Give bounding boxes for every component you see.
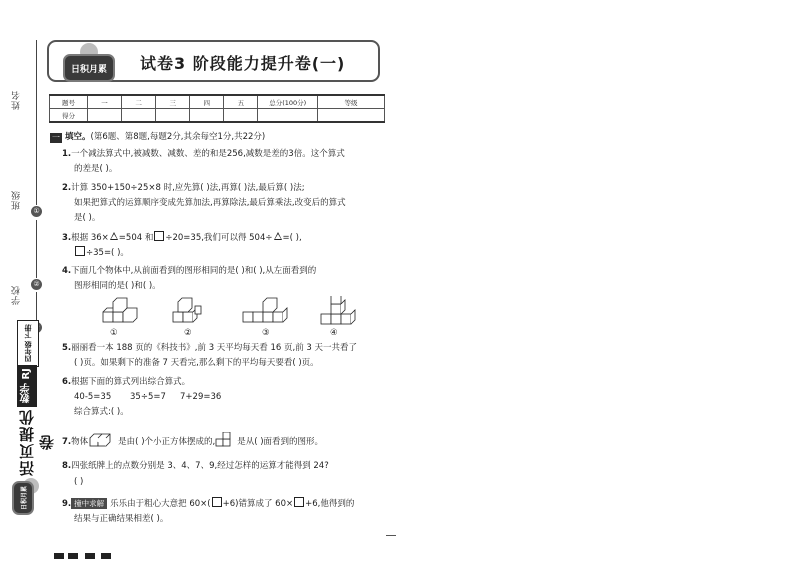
cube-figure-3 [243, 298, 287, 322]
page-title: 试卷3 阶段能力提升卷(一) [140, 54, 346, 73]
question-9 [62, 497, 354, 510]
question-text: 丽丽看一本 188 页的《科技书》,前 3 天平均每天看 16 页,前 3 天一共看了 [71, 343, 358, 353]
cube-object-icon [88, 432, 118, 448]
question-number: 1. [62, 149, 72, 159]
triangle-icon [110, 232, 118, 240]
question-number: 6. [62, 377, 72, 387]
question-text: 下面几个物体中,从前面看到的图形相同的是( )和( ),从左面看到的 [71, 266, 317, 276]
name-label: 姓名 [12, 90, 22, 110]
score-input-cell[interactable] [317, 109, 384, 123]
header-logo: 日积月累 [63, 54, 115, 82]
formula-1: 40-5=35 [74, 392, 112, 402]
table-cell: 二 [122, 95, 156, 109]
question-text: 是从( )面看到的图形。 [237, 437, 324, 447]
question-text: ÷35=( )。 [86, 248, 129, 258]
footer-dash-4 [101, 553, 111, 559]
formula-2: 35÷5=7 [130, 392, 166, 402]
spine-logo: 日积月累 [12, 481, 34, 515]
footer-dash-3 [85, 553, 95, 559]
table-row [50, 95, 385, 109]
table-cell: 五 [224, 95, 258, 109]
question-7 [62, 432, 323, 448]
score-table [49, 94, 385, 123]
question-8-line-2: ( ) [74, 477, 84, 487]
question-number: 3. [62, 233, 72, 243]
question-3 [62, 231, 302, 244]
table-cell: 得分 [50, 109, 88, 123]
question-5 [62, 342, 357, 354]
school-line [36, 292, 37, 322]
page-tick [386, 535, 396, 536]
question-number: 2. [62, 183, 72, 193]
series-title: 活页提优卷 [18, 408, 56, 476]
view-shape-icon [215, 432, 237, 448]
question-number: 7. [62, 437, 72, 447]
figure-label-1: ① [110, 328, 118, 338]
question-1-line-2: 的差是( )。 [74, 164, 118, 174]
question-text: 是由( )个小正方体摆成的, [118, 437, 216, 447]
class-label: 班级 [12, 190, 22, 210]
question-text: =( ), [282, 233, 302, 243]
table-row [50, 109, 385, 123]
footer-dash-2 [68, 553, 78, 559]
table-cell: 题号 [50, 95, 88, 109]
table-cell: 等级 [317, 95, 384, 109]
grade-tag: 四年级 下册 [17, 320, 39, 367]
cube-figure-4 [321, 296, 355, 324]
score-input-cell[interactable] [122, 109, 156, 123]
table-cell: 三 [156, 95, 190, 109]
cut-mark-2: ② [31, 279, 42, 290]
score-input-cell[interactable] [224, 109, 258, 123]
question-number: 9. [62, 499, 72, 509]
box-icon [75, 246, 85, 256]
class-line [36, 220, 37, 278]
figure-label-3: ③ [262, 328, 270, 338]
question-text: +6,他得到的 [305, 499, 355, 509]
formula-3: 7+29=36 [180, 392, 222, 402]
cube-figure-2 [173, 298, 201, 322]
question-2-line-3: 是( )。 [74, 213, 101, 223]
section-label: 填空。 [65, 132, 91, 142]
question-number: 4. [62, 266, 72, 276]
cut-mark-1: ① [31, 206, 42, 217]
cube-figure-1 [103, 298, 137, 322]
question-9-line-2: 结果与正确结果相差( )。 [74, 514, 169, 524]
question-4 [62, 265, 316, 277]
difficulty-tag: 撞中求解 [71, 498, 107, 509]
figure-label-4: ④ [330, 328, 338, 338]
table-cell: 四 [190, 95, 224, 109]
question-1 [62, 148, 345, 160]
question-3-line-2 [74, 246, 129, 259]
question-text: 根据下面的算式列出综合算式。 [71, 377, 191, 387]
question-4-line-2: 图形相同的是( )和( )。 [74, 281, 161, 291]
score-input-cell[interactable] [156, 109, 190, 123]
box-icon [212, 497, 222, 507]
subject-tag: 数学 RJ [17, 365, 37, 407]
question-text: 根据 36× [71, 233, 109, 243]
score-input-cell[interactable] [258, 109, 318, 123]
score-input-cell[interactable] [87, 109, 121, 123]
question-5-line-2: ( )页。如果剩下的准备 7 天看完,那么剩下的平均每天要看( )页。 [74, 358, 319, 368]
figure-label-2: ② [184, 328, 192, 338]
box-icon [294, 497, 304, 507]
table-cell: 一 [87, 95, 121, 109]
table-cell: 总分(100分) [258, 95, 318, 109]
question-text: 计算 350+150÷25×8 时,应先算( )法,再算( )法,最后算( )法; [71, 183, 305, 193]
question-text: 物体 [71, 437, 89, 447]
question-6-line-3: 综合算式:( )。 [74, 407, 129, 417]
question-2 [62, 182, 305, 194]
section-icon: 一 [52, 133, 60, 142]
question-text: 四张纸牌上的点数分别是 3、4、7、9,经过怎样的运算才能得到 24? [71, 461, 329, 471]
question-2-line-2: 如果把算式的运算顺序变成先算加法,再算除法,最后算乘法,改变后的算式 [74, 198, 346, 208]
name-line [36, 40, 37, 205]
triangle-icon [274, 232, 282, 240]
question-number: 5. [62, 343, 72, 353]
box-icon [154, 231, 164, 241]
score-input-cell[interactable] [190, 109, 224, 123]
school-label: 学校 [12, 285, 22, 305]
question-text: 一个减法算式中,被减数、减数、差的和是256,减数是差的3倍。这个算式 [71, 149, 345, 159]
question-text: 乐乐由于粗心大意把 60×( [110, 499, 211, 509]
footer-dash-1 [54, 553, 64, 559]
question-text: +6)错算成了 60× [222, 499, 294, 509]
question-number: 8. [62, 461, 72, 471]
question-text: ÷20=35,我们可以得 504÷ [165, 233, 273, 243]
question-6 [62, 376, 190, 388]
section-header [50, 131, 265, 143]
question-8 [62, 460, 329, 472]
question-text: =504 和 [118, 233, 154, 243]
section-note: (第6题、第8题,每题2分,其余每空1分,共22分) [90, 132, 266, 142]
